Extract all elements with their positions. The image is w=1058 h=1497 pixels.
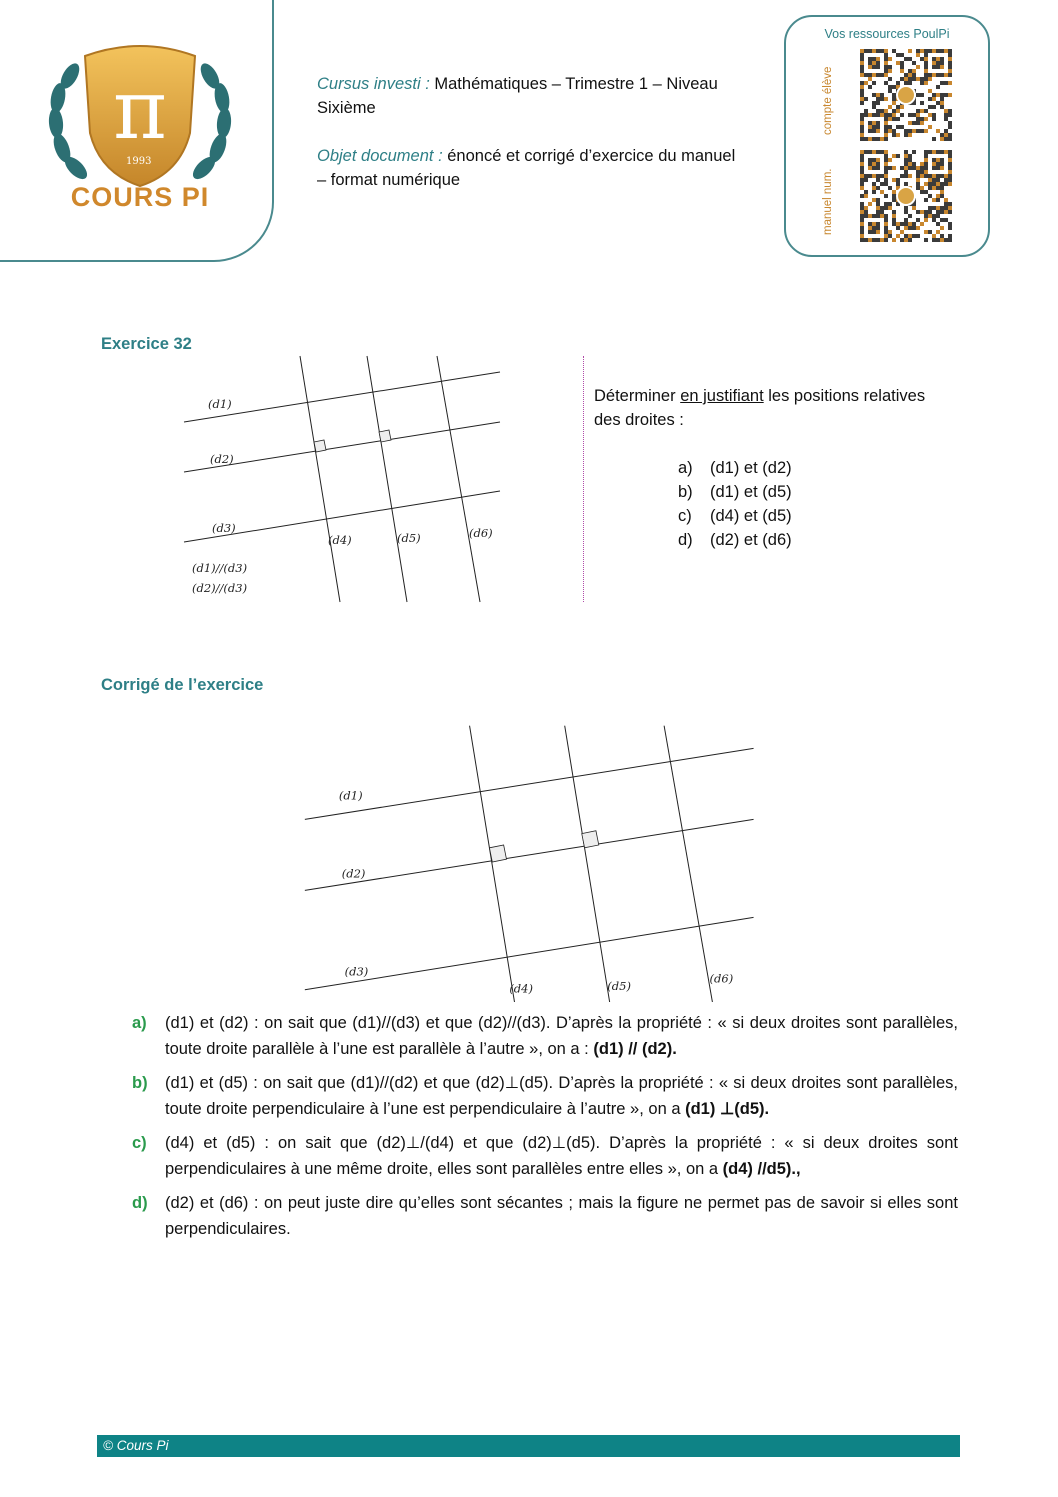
label-d6: (d6) — [709, 971, 734, 986]
label-d5: (d5) — [607, 978, 631, 993]
note-parallel: (d2)//(d3) — [192, 581, 248, 595]
line-d6 — [437, 356, 480, 602]
label-manuel-num: manuel num. — [822, 168, 834, 235]
cursus-value: Mathématiques – Trimestre 1 – Niveau Sixième — [317, 75, 718, 117]
line-d5 — [565, 726, 622, 1002]
svg-text:π: π — [113, 63, 167, 158]
line-d1 — [305, 748, 754, 819]
footer-copyright: © Cours Pi — [103, 1438, 169, 1453]
right-angle-mark — [582, 831, 599, 848]
cours-pi-logo — [40, 38, 240, 223]
logo-brand: COURS PI — [70, 182, 210, 212]
label-d5: (d5) — [397, 531, 421, 545]
answer-item: a) (d1) et (d2) : on sait que (d1)//(d3) et que (d2)//(d3). D’après la propriété : « si deux droites sont parallèles, toute droite parallèle à l’une est parallèle à l’autre », on a : (d1) // (d2). — [132, 1014, 958, 1058]
list-item: a) (d1) et (d2) — [678, 459, 792, 477]
exercise-figure — [182, 352, 512, 609]
label-d1: (d1) — [338, 788, 363, 803]
note-parallel: (d1)//(d3) — [192, 561, 248, 575]
qr-code-icon[interactable] — [860, 150, 952, 247]
resources-title: Vos ressources PoulPi — [824, 27, 950, 41]
label-d4: (d4) — [328, 533, 352, 547]
correction-figure — [300, 716, 760, 1007]
label-d1: (d1) — [208, 397, 232, 411]
objet-label: Objet document : — [317, 147, 443, 165]
underlined-phrase: en justifiant — [680, 387, 764, 405]
list-item: b) (d1) et (d5) — [678, 483, 792, 501]
label-d2: (d2) — [341, 866, 366, 881]
answer-conclusion: (d1) ⊥(d5). — [685, 1100, 770, 1118]
logo-year: 1993 — [126, 156, 152, 167]
line-d4 — [300, 356, 340, 602]
footer-bar — [97, 1435, 960, 1457]
label-d3: (d3) — [344, 964, 369, 979]
exercise-instruction: Déterminer en justifiant les positions relatives des droites : — [594, 387, 926, 429]
cursus-label: Cursus investi : — [317, 75, 430, 93]
label-d2: (d2) — [210, 452, 234, 466]
list-item: d) (d2) et (d6) — [678, 531, 792, 549]
answer-item: c) (d4) et (d5) : on sait que (d2)⊥/(d4) et que (d2)⊥(d5). D’après la propriété : « si deux droites sont perpendiculaires à une même droite, elles sont parallèles entre elles », on a (d4) //d5)., — [132, 1134, 958, 1178]
label-d6: (d6) — [469, 526, 493, 540]
line-d6 — [664, 726, 725, 1002]
label-d3: (d3) — [212, 521, 236, 535]
line-d3 — [305, 917, 754, 989]
document-header — [317, 72, 737, 216]
exercise-title: Exercice 32 — [101, 335, 192, 353]
label-d4: (d4) — [509, 981, 533, 996]
answer-item: d) (d2) et (d6) : on peut juste dire qu’elles sont sécantes ; mais la figure ne permet pas de savoir si elles sont perpendiculaires. — [132, 1194, 958, 1238]
right-angle-mark — [489, 845, 506, 862]
line-d5 — [367, 356, 407, 602]
answer-conclusion: (d1) // (d2). — [593, 1040, 677, 1058]
line-d4 — [470, 726, 527, 1002]
label-compte-eleve: compte élève — [822, 66, 834, 135]
answer-item: b) (d1) et (d5) : on sait que (d1)//(d2) et que (d2)⊥(d5). D’après la propriété : « si deux droites sont parallèles, toute droite perpendiculaire à l’une est perpendiculaire à l’autre », on a (d1) ⊥(d5). — [132, 1074, 958, 1118]
list-item: c) (d4) et (d5) — [678, 507, 792, 525]
answer-conclusion: (d4) //d5)., — [722, 1160, 801, 1178]
objet-value: énoncé et corrigé d’exercice du manuel – format numérique — [317, 147, 736, 189]
question-list — [678, 456, 792, 552]
answer-list — [132, 1010, 958, 1250]
correction-title: Corrigé de l’exercice — [101, 676, 264, 694]
resources-box — [784, 15, 990, 257]
column-divider — [583, 356, 584, 602]
qr-code-icon[interactable] — [860, 49, 952, 146]
right-angle-mark — [314, 440, 326, 452]
right-angle-mark — [379, 430, 391, 442]
